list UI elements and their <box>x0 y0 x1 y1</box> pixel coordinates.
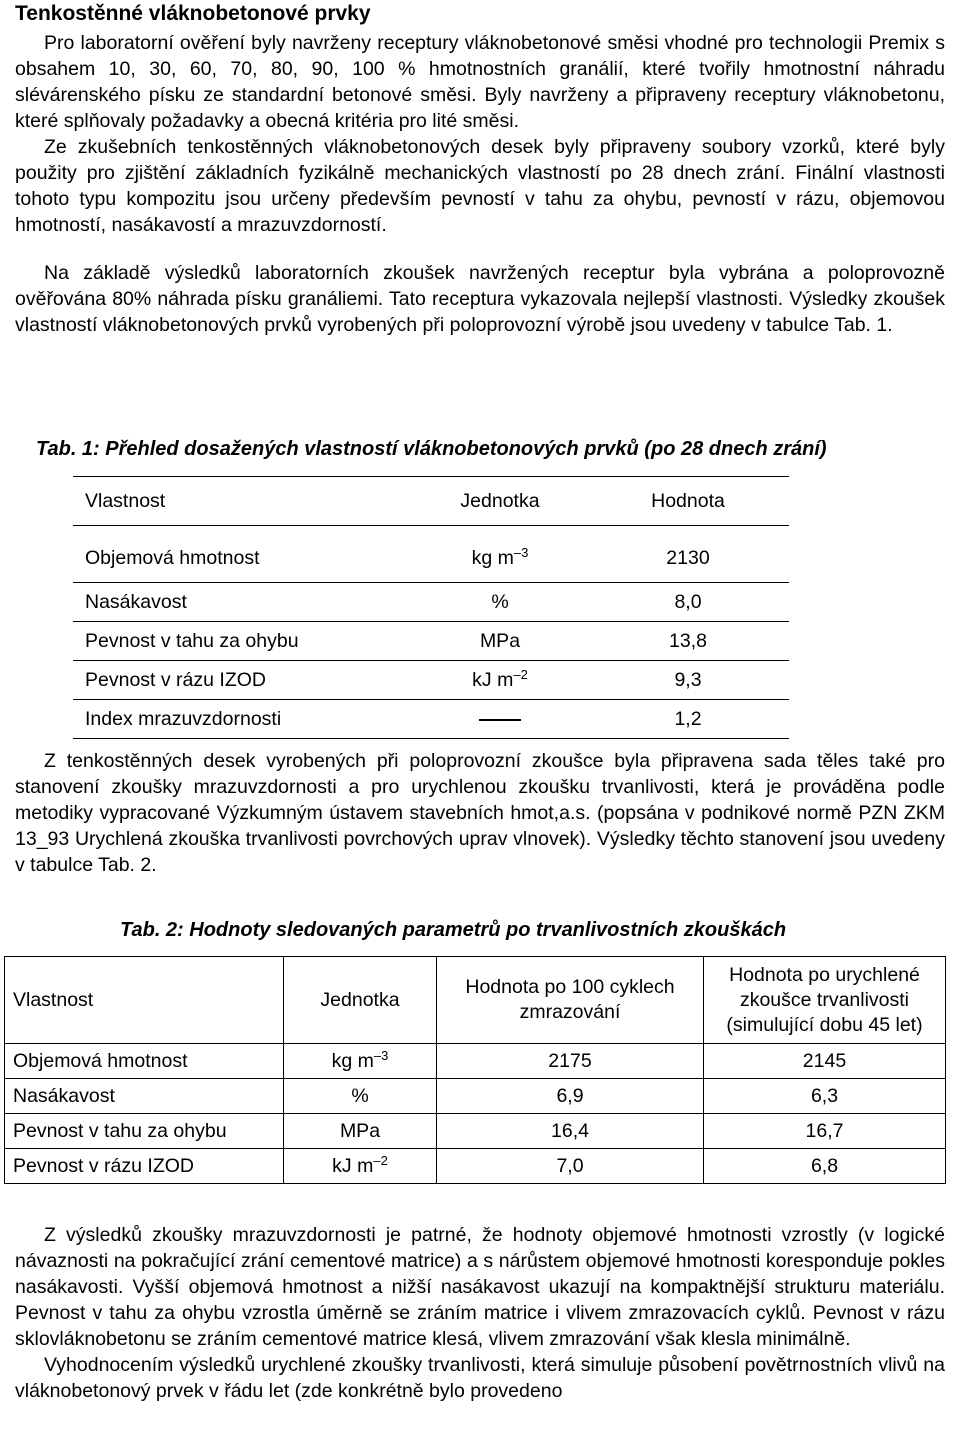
section-heading: Tenkostěnné vláknobetonové prvky <box>15 2 371 25</box>
property-cell: Objemová hmotnost <box>73 526 413 583</box>
paragraph-5: Z výsledků zkoušky mrazuvzdornosti je patrné, že hodnoty objemové hmotnosti vzrostly (v logické návaznosti na pokračující zrání cementové matrice) a s nárůstem objemové hmotnosti koresponduje pokles nasákavosti. Vyšší objemová hmotnost a nižší nasákavost ukazují na kompaktnější strukturu materiálu. Pevnost v tahu za ohybu vzrostla úměrně se zráním matrice i vlivem zmrazovacích cyklů. Pevnost v rázu sklovláknobetonu se zráním cementové matrice klesá, vlivem zmrazování však klesla minimálně. <box>15 1224 945 1350</box>
value-cell: 16,4 <box>437 1114 704 1149</box>
unit-text: kJ m <box>472 669 514 691</box>
header-cell: Jednotka <box>284 957 437 1044</box>
header-cell: Hodnota <box>587 477 789 526</box>
value-cell: 6,3 <box>704 1079 946 1114</box>
table-header-row <box>5 957 946 1044</box>
unit-text: % <box>491 591 509 613</box>
header-cell: Vlastnost <box>5 957 284 1044</box>
table-row <box>5 1114 946 1149</box>
value-cell: 2175 <box>437 1044 704 1079</box>
unit-text: kJ m <box>332 1154 374 1177</box>
value-cell: 13,8 <box>587 622 789 661</box>
spacer <box>15 238 945 260</box>
table1-caption: Tab. 1: Přehled dosažených vlastností vláknobetonových prvků (po 28 dnech zrání) <box>36 438 827 460</box>
table-row <box>5 1044 946 1079</box>
unit-cell <box>413 526 587 583</box>
value-cell: 6,8 <box>704 1149 946 1184</box>
unit-cell <box>284 1044 437 1079</box>
value-cell: 16,7 <box>704 1114 946 1149</box>
unit-exponent: –3 <box>373 1047 389 1063</box>
unit-exponent: –2 <box>513 667 528 682</box>
value-cell: 8,0 <box>587 583 789 622</box>
unit-cell <box>284 1079 437 1114</box>
unit-cell <box>413 661 587 700</box>
property-cell: Pevnost v rázu IZOD <box>5 1149 284 1184</box>
value-cell: 6,9 <box>437 1079 704 1114</box>
table-header-row <box>73 477 789 526</box>
paragraph-4-wrap <box>15 748 945 878</box>
property-cell: Pevnost v tahu za ohybu <box>5 1114 284 1149</box>
paragraph-4: Z tenkostěnných desek vyrobených při poloprovozní zkoušce byla připravena sada těles také pro stanovení zkoušky mrazuvzdornosti a pro urychlenou zkoušku trvanlivosti, která je prováděna podle metodiky vypracované Výzkumným ústavem stavebních hmot,a.s. (popsána v podnikové normě PZN ZKM 13_93 Urychlená zkouška trvanlivosti povrchových uprav vlnovek). Výsledky těchto stanovení jsou uvedeny v tabulce Tab. 2. <box>15 750 945 876</box>
value-cell: 7,0 <box>437 1149 704 1184</box>
property-cell: Pevnost v rázu IZOD <box>73 661 413 700</box>
unit-text: kg m <box>471 547 514 569</box>
header-cell: Vlastnost <box>73 477 413 526</box>
value-cell: 1,2 <box>587 700 789 739</box>
property-cell: Pevnost v tahu za ohybu <box>73 622 413 661</box>
property-cell: Objemová hmotnost <box>5 1044 284 1079</box>
table-row <box>73 700 789 739</box>
paragraph-6: Vyhodnocením výsledků urychlené zkoušky trvanlivosti, která simuluje působení povětrnostních vlivů na vláknobetonový prvek v řádu let (zde konkrétně bylo provedeno <box>15 1354 945 1402</box>
unit-cell <box>284 1149 437 1184</box>
unit-exponent: –3 <box>513 545 529 560</box>
paragraph-1: Pro laboratorní ověření byly navrženy receptury vláknobetonové směsi vhodné pro technologii Premix s obsahem 10, 30, 60, 70, 80, 90, 100 % hmotnostních granálií, které tvořily hmotnostní náhradu slévárenského písku ze standardní betonové směsi. Byly navrženy a připraveny receptury vláknobetonu, které splňovaly požadavky a obecná kritéria pro lité směsi. <box>15 32 945 132</box>
unit-cell <box>413 700 587 739</box>
header-cell: Hodnota po 100 cyklech zmrazování <box>437 957 704 1044</box>
unit-cell <box>413 622 587 661</box>
unit-text: kg m <box>331 1049 374 1072</box>
property-cell: Nasákavost <box>5 1079 284 1114</box>
unit-cell <box>413 583 587 622</box>
table-row <box>73 622 789 661</box>
document-page <box>15 0 945 338</box>
paragraph-3: Na základě výsledků laboratorních zkoušek navržených receptur byla vybrána a poloprovozně ověřována 80% náhrada písku granáliemi. Tato receptura vykazovala nejlepší vlastnosti. Výsledky zkoušek vlastností vláknobetonových prvků vyrobených při poloprovozní výrobě jsou uvedeny v tabulce Tab. 1. <box>15 262 945 336</box>
value-cell: 2130 <box>587 526 789 583</box>
unit-cell <box>284 1114 437 1149</box>
property-cell: Nasákavost <box>73 583 413 622</box>
unit-exponent: –2 <box>373 1152 388 1168</box>
table-row <box>73 661 789 700</box>
header-cell: Hodnota po urychlené zkoušce trvanlivosti (simulující dobu 45 let) <box>704 957 946 1044</box>
paragraph-2: Ze zkušebních tenkostěnných vláknobetonových desek byly připraveny soubory vzorků, které byly použity pro zjištění základních fyzikálně mechanických vlastností po 28 dnech zrání. Finální vlastnosti tohoto typu kompozitu jsou určeny především pevností v tahu za ohybu, pevností v rázu, objemovou hmotností, nasákavostí a mrazuvzdorností. <box>15 136 945 236</box>
table-row <box>5 1079 946 1114</box>
value-cell: 9,3 <box>587 661 789 700</box>
table-row <box>73 583 789 622</box>
table-row <box>5 1149 946 1184</box>
unit-text: MPa <box>339 1119 381 1142</box>
header-cell: Jednotka <box>413 477 587 526</box>
dash-mark <box>479 719 521 721</box>
table-1 <box>73 476 789 739</box>
unit-text: MPa <box>479 630 521 652</box>
paragraph-5-wrap <box>15 1222 945 1404</box>
property-cell: Index mrazuvzdornosti <box>73 700 413 739</box>
table2-caption: Tab. 2: Hodnoty sledovaných parametrů po trvanlivostních zkouškách <box>120 919 787 941</box>
table-row <box>73 526 789 583</box>
table-2 <box>4 956 946 1184</box>
unit-text: % <box>351 1084 369 1107</box>
value-cell: 2145 <box>704 1044 946 1079</box>
